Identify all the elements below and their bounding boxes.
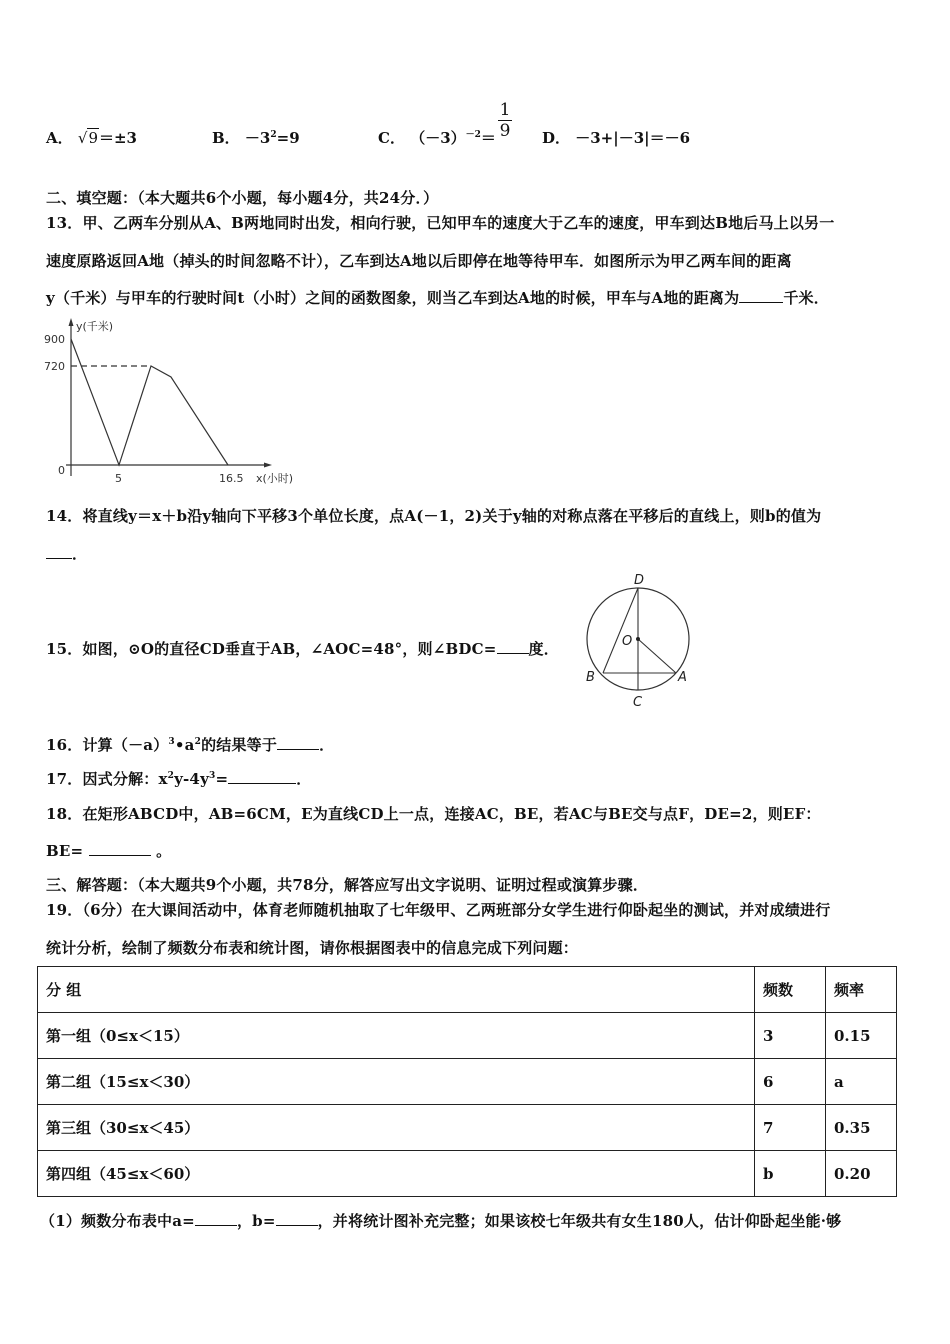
option-d-label: D． [542,129,571,147]
q15-line [46,638,559,659]
q15-end: 度． [528,640,559,658]
q18-text: BE= [46,842,84,860]
option-c [378,127,496,148]
cell-group: 第三组（30≤x＜45） [38,1105,755,1151]
q17-answer-blank[interactable] [228,771,296,784]
y-tick-720: 720 [44,360,65,373]
option-c-label: C． [378,129,405,147]
cell-group: 第四组（45≤x＜60） [38,1151,755,1197]
x-tick-5: 5 [115,472,122,485]
fraction-numerator: 1 [499,100,511,120]
table-row [38,1013,897,1059]
y-tick-900: 900 [44,333,65,346]
header-frequency-rate: 频率 [826,967,897,1013]
q13-distance-time-graph [30,312,330,492]
q15-circle-figure [570,565,710,715]
q17-exp1: 2 [167,771,175,781]
option-c-exp: －2 [465,130,481,140]
x-tick-16-5: 16.5 [219,472,244,485]
q19-sub1-rest: ，并将统计图补充完整；如果该校七年级共有女生180人，估计仰卧起坐能·够 [317,1212,842,1230]
option-c-fraction [498,100,512,141]
q13-line3-end: 千米． [783,289,829,307]
q14-line2-end: ． [72,545,88,563]
section-2-heading: 二、填空题：（本大题共6个小题，每小题4分，共24分．） [46,189,439,207]
q16-mid: •a [174,736,195,754]
segment-bd [603,588,638,673]
q13-answer-blank[interactable] [739,290,783,303]
option-b-base: －3 [244,129,271,147]
q16-exp2: 2 [194,737,202,747]
q18-answer-blank[interactable] [89,843,151,856]
option-a-rest: ＝±3 [98,129,137,147]
q17-eq: = [215,770,229,788]
option-b-exp: 2 [270,130,277,140]
q17-mid: y-4y [174,770,209,788]
option-a [46,127,137,148]
q17-line [46,768,311,789]
y-axis-arrow-icon [69,318,74,326]
option-b-label: B． [212,129,240,147]
frequency-distribution-table [37,966,897,1197]
table-row [38,1105,897,1151]
q18-line1: 18．在矩形ABCD中，AB=6CM，E为直线CD上一点，连接AC，BE，若AC与BE交与点F，DE=2，则EF： [46,805,821,823]
q13-line3 [46,287,829,308]
cell-count: 6 [755,1059,826,1105]
section-3-heading: 三、解答题：（本大题共9个小题，共78分，解答应写出文字说明、证明过程或演算步骤． [46,876,649,894]
q16-text: 16．计算（－a） [46,736,169,754]
option-c-base: （－3） [410,129,466,147]
option-b-rest: =9 [276,129,300,147]
q13-line2: 速度原路返回A地（掉头的时间忽略不计），乙车到达A地以后即停在地等待甲车．如图所示为甲乙两车间的距离 [46,252,792,270]
q14-line2 [46,543,87,564]
q16-end: ． [319,736,335,754]
center-point [636,637,640,641]
q16-exp1: 3 [168,737,175,747]
q17-end: ． [296,770,312,788]
radicand: 9 [88,129,98,147]
cell-group: 第二组（15≤x＜30） [38,1059,755,1105]
y-tick-0: 0 [58,464,65,477]
option-a-label: A． [46,129,73,147]
label-o: O [622,634,633,649]
header-frequency-count: 频数 [755,967,826,1013]
q17-exp2: 3 [209,771,216,781]
header-group: 分 组 [38,967,755,1013]
distance-curve [71,339,228,465]
q19-line1: 19．（6分）在大课间活动中，体育老师随机抽取了七年级甲、乙两班部分女学生进行仰卧起坐的测试，并对成绩进行 [46,901,831,919]
q15-text: 15．如图，⊙O的直径CD垂直于AB，∠AOC=48°，则∠BDC= [46,640,497,658]
fraction-denominator: 9 [499,121,511,141]
q19-sub1 [40,1210,841,1231]
option-d-expr: －3+|－3|＝－6 [575,129,691,147]
q19-line2: 统计分析，绘制了频数分布表和统计图，请你根据图表中的信息完成下列问题： [46,939,579,957]
q19-a-blank[interactable] [195,1213,237,1226]
cell-count: b [755,1151,826,1197]
cell-rate: 0.35 [826,1105,897,1151]
option-c-eq: ＝ [480,129,496,147]
q19-sub1-mid: ，b= [236,1212,276,1230]
q14-answer-blank[interactable] [46,546,72,559]
q13-line3-text: y（千米）与甲车的行驶时间t（小时）之间的函数图象，则当乙车到达A地的时候，甲车与A地的距离为 [46,289,740,307]
cell-rate: a [826,1059,897,1105]
cell-rate: 0.15 [826,1013,897,1059]
q17-text: 17．因式分解：x [46,770,168,788]
x-axis-arrow-icon [264,463,272,468]
option-b [212,127,300,148]
q16-line [46,734,334,755]
cell-group: 第一组（0≤x＜15） [38,1013,755,1059]
q16-answer-blank[interactable] [277,737,319,750]
label-d: D [634,573,645,588]
q16-post: 的结果等于 [201,736,278,754]
q19-sub1-text: （1）频数分布表中a= [40,1212,195,1230]
segment-oa [638,639,676,673]
table-row [38,1151,897,1197]
option-d [542,127,690,148]
y-axis-label: y(千米) [76,320,114,333]
q15-answer-blank[interactable] [497,641,529,654]
x-axis-label: x(小时) [256,472,294,485]
table-row [38,1059,897,1105]
label-a: A [678,670,687,685]
label-c: C [633,695,643,710]
table-header-row [38,967,897,1013]
q14-line1: 14．将直线y＝x＋b沿y轴向下平移3个单位长度，点A(－1，2)关于y轴的对称点落在平移后的直线上，则b的值为 [46,507,822,525]
q19-b-blank[interactable] [276,1213,318,1226]
sqrt-expression: √9 [77,129,98,147]
cell-rate: 0.20 [826,1151,897,1197]
cell-count: 7 [755,1105,826,1151]
q18-line2 [46,840,171,861]
q13-line1: 13．甲、乙两车分别从A、B两地同时出发，相向行驶，已知甲车的速度大于乙车的速度，甲车到达B地后马上以另一 [46,214,835,232]
label-b: B [586,670,595,685]
q18-end: 。 [156,842,172,860]
cell-count: 3 [755,1013,826,1059]
